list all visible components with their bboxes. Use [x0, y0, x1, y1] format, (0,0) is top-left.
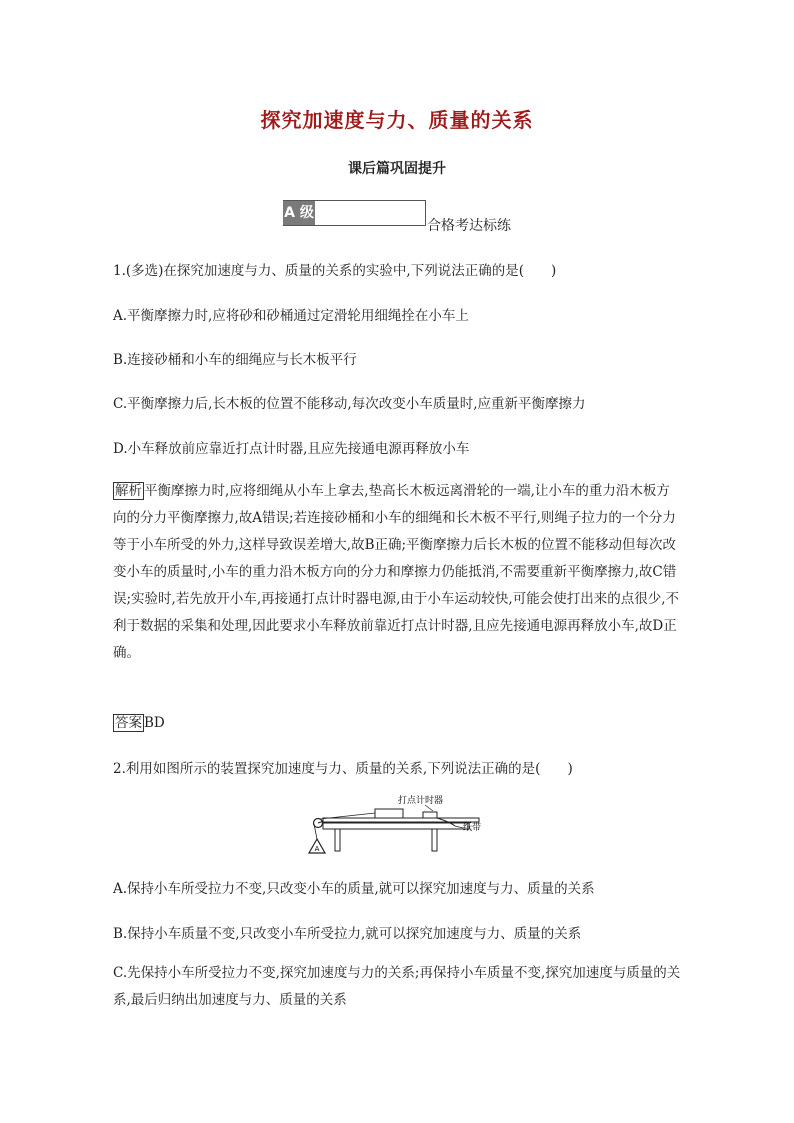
q2-option-a: A.保持小车所受拉力不变,只改变小车的质量,就可以探究加速度与力、质量的关系 [113, 881, 595, 897]
long-board [323, 818, 479, 822]
answer-tag: 答案 [115, 715, 142, 731]
q1-option-b: B.连接砂桶和小车的细绳应与长木板平行 [113, 352, 357, 368]
q1-analysis [113, 478, 683, 667]
page-title: 探究加速度与力、质量的关系 [260, 108, 534, 132]
level-label: 合格考达标练 [427, 218, 511, 234]
q2-stem: 2.利用如图所示的装置探究加速度与力、质量的关系,下列说法正确的是( ) [113, 761, 573, 777]
q2-option-c: C.先保持小车所受拉力不变,探究加速度与力的关系;再保持小车质量不变,探究加速度与质量的关系,最后归纳出加速度与力、质量的关系 [113, 965, 681, 1008]
q1-option-c: C.平衡摩擦力后,长木板的位置不能移动,每次改变小车质量时,应重新平衡摩擦力 [113, 396, 586, 412]
table-leg-left [335, 829, 340, 851]
q1-stem: 1.(多选)在探究加速度与力、质量的关系的实验中,下列说法正确的是( ) [113, 263, 557, 279]
section-subtitle: 课后篇巩固提升 [348, 161, 446, 177]
level-badge: A 级 [283, 201, 315, 225]
analysis-text: 平衡摩擦力时,应将细绳从小车上拿去,垫高长木板远离滑轮的一端,让小车的重力沿木板方向的分力平衡摩擦力,故A错误;若连接砂桶和小车的细绳和长木板不平行,则绳子拉力的一个分力等于小车所受的外力,这样导致误差增大,故B正确;平衡摩擦力后长木板的位置不能移动但每次改变小车的质量时,小车的重力沿木板方向的分力和摩擦力仍能抵消,不需要重新平衡摩擦力,故C错误;实验时,若先放开小车,再接通打点计时器电源,由于小车运动较快,可能会使打出来的点很少,不利于数据的采集和处理,因此要求小车释放前靠近打点计时器,且应先接通电源再释放小车,故D正确。 [113, 483, 680, 661]
answer-value: BD [144, 715, 165, 731]
weight-triangle-icon [309, 839, 325, 853]
q1-option-d: D.小车释放前应靠近打点计时器,且应先接通电源再释放小车 [113, 441, 470, 457]
apparatus-figure [305, 790, 505, 858]
analysis-tag: 解析 [115, 483, 142, 499]
timer-device [423, 812, 437, 818]
q1-option-a: A.平衡摩擦力时,应将砂和砂桶通过定滑轮用细绳拴在小车上 [113, 308, 469, 324]
q2-option-b: B.保持小车质量不变,只改变小车所受拉力,就可以探究加速度与力、质量的关系 [113, 926, 582, 942]
cart [375, 809, 403, 818]
table-leg-right [432, 829, 437, 851]
timer-label: 打点计时器 [398, 796, 444, 806]
q1-answer [113, 711, 165, 731]
table-top [323, 823, 469, 829]
tape-label: 纸带 [463, 823, 482, 833]
svg-text:A: A [314, 845, 320, 853]
